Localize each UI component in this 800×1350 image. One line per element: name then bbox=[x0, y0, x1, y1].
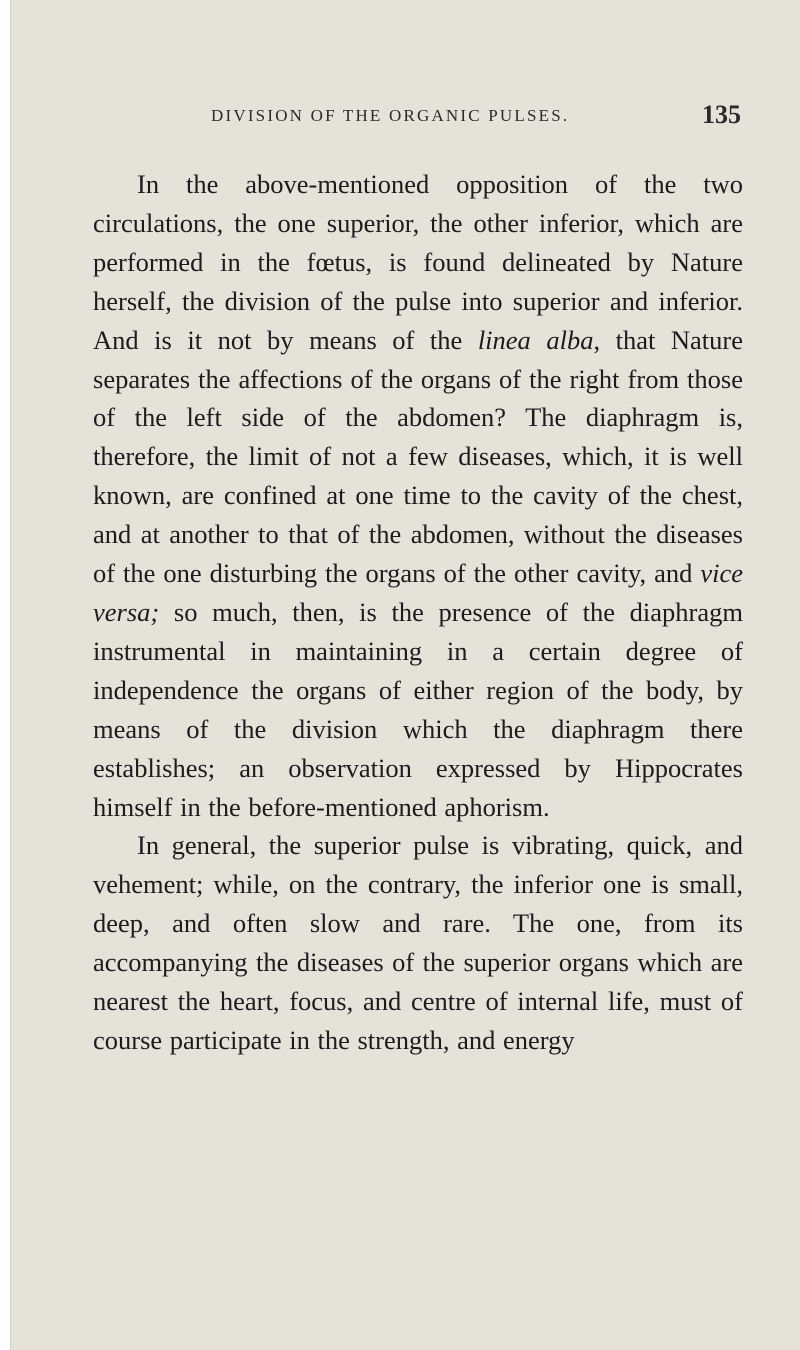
body-text bbox=[93, 165, 743, 1060]
text-segment: , that Nature separates the affections of the organs of the right from those of the left side of the abdomen? The diaphragm is, therefore, the limit of not a few diseases, which, it is well known, are confined at one time to the cavity of the chest, and at another to that of the abdomen, without the diseases of the one disturbing the organs of the other cavity, and bbox=[93, 324, 743, 589]
page-number: 135 bbox=[702, 100, 741, 129]
italic-term: vice versa; bbox=[93, 558, 743, 627]
running-head bbox=[101, 100, 751, 140]
book-page bbox=[10, 0, 800, 1350]
text-segment: so much, then, is the presence of the diaphragm instrumental in maintaining in a certain degree of independence the organs of either region of the body, by means of the division which the diaphragm there establishes; an observation expressed by Hippocrates himself in the before-mentioned aphorism. bbox=[93, 596, 743, 822]
text-segment: In general, the superior pulse is vibrating, quick, and vehement; while, on the contrary, the inferior one is small, deep, and often slow and rare. The one, from its accompanying the diseases of the superior organs which are nearest the heart, focus, and centre of internal life, must of course participate in the strength, and energy bbox=[93, 830, 743, 1055]
paragraph bbox=[93, 165, 743, 826]
running-title: DIVISION OF THE ORGANIC PULSES. bbox=[211, 106, 570, 125]
text-segment: In the above-mentioned opposition of the two circulations, the one superior, the other inferior, which are performed in the fœtus, is found delineated by Nature herself, the division of the pulse into superior and inferior. And is it not by means of the bbox=[93, 169, 743, 355]
paragraph bbox=[93, 826, 743, 1059]
italic-term: linea alba bbox=[477, 324, 594, 355]
